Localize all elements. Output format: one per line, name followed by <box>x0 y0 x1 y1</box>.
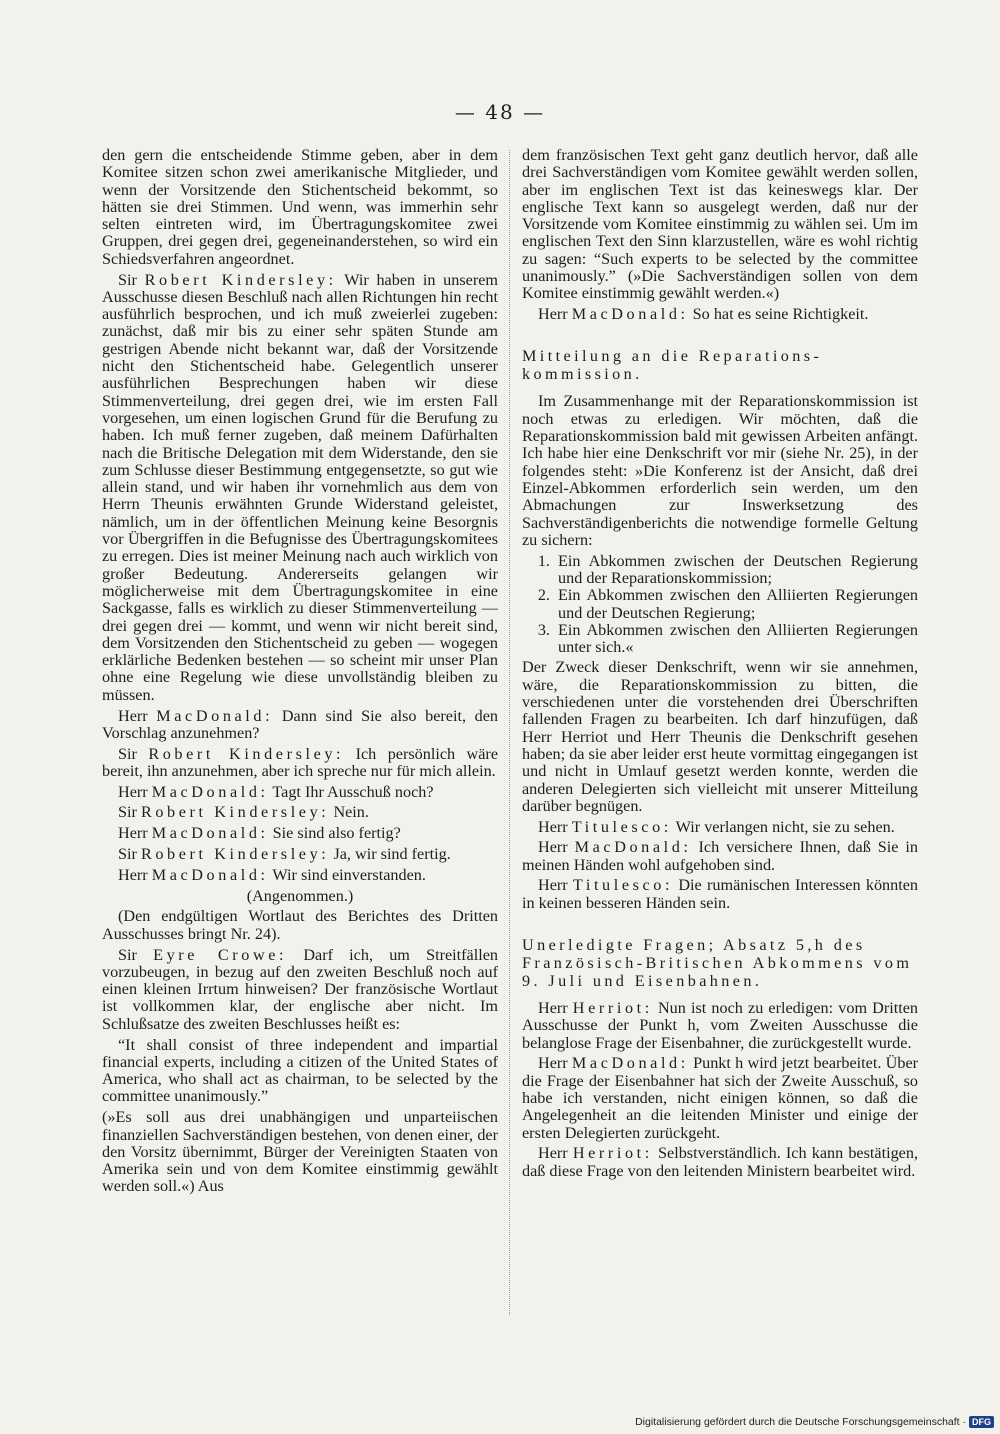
paragraph: den gern die entscheidende Stimme geben, aber in dem Komitee sitzen schon zwei amerikanische Mitglieder, und wenn der Vorsitzende den Stichentscheid bekommt, so hätten sie drei Stimmen. Und wenn, was immerhin sehr selten eintreten wird, im Übertragungskomitee zwei Gruppen, drei gegen drei, gegeneinanderstehen, so wird ein Schiedsverfahren angeordnet. <box>102 146 498 268</box>
speech-paragraph <box>102 708 498 743</box>
speech-paragraph <box>102 947 498 1033</box>
honorific: Herr <box>538 838 568 857</box>
paragraph: Im Zusammenhange mit der Reparationskommission ist noch etwas zu erledigen. Wir möchten, daß die Reparationskommission bald mit gewissen Arbeiten anfängt. Ich habe hier eine Denkschrift vor mir (siehe Nr. 25), in der folgendes steht: »Die Konferenz ist der Ansicht, daß drei Einzel-Abkommen erforderlich sein werden, um den Abmachungen zur Inswerksetzung des Sachverständigenberichts die notwendige formelle Geltung zu sichern: <box>522 392 918 549</box>
honorific: Herr <box>538 1144 568 1163</box>
editorial-note: (Den endgültigen Wortlaut des Berichtes des Dritten Ausschusses bringt Nr. 24). <box>102 907 498 943</box>
quote-english: “It shall consist of three independent and impartial financial experts, including a citizen of the United States of America, who shall act as chairman, to be selected by the committee unanimously.” <box>102 1035 498 1106</box>
speech-paragraph <box>102 784 498 801</box>
speech-paragraph <box>522 306 918 323</box>
paragraph: dem französischen Text geht ganz deutlich hervor, daß alle drei Sachverständigen vom Komitee gewählt werden sollen, aber im englischen Text ist das keineswegs klar. Der englische Text kann so ausgelegt werden, daß nur der Vorsitzende vom Komitee einstimmig zu wählen sei. Um im englischen Text den Sinn klarzustellen, wäre es wohl richtig zu sagen: “Such experts to be selected by the committee unanimously.” (»Die Sachverständigen sollen von dem Komitee einstimmig gewählt werden.«) <box>522 146 918 303</box>
paragraph: Der Zweck dieser Denkschrift, wenn wir sie annehmen, wäre, die Reparationskommission zu bitten, die verschiedenen unter die vorstehenden drei Überschriften fallenden Fragen zu bearbeiten. Ich darf hinzufügen, daß Herr Herriot und Herr Theunis die Denkschrift gesehen haben; da sie aber leider erst heute vormittag eingegangen ist und nicht in Umlauf gesetzt werden konnte, werden die anderen Delegierten sich vielleicht mit unserer Mitteilung darüber begnügen. <box>522 658 918 815</box>
page-number: — 48 — <box>454 100 546 124</box>
speech-text: Ja, wir sind fertig. <box>333 845 451 864</box>
honorific: Herr <box>538 999 568 1018</box>
speech-text: Tagt Ihr Ausschuß noch? <box>272 782 434 801</box>
speech-text: Darf ich, um Streitfällen vorzubeugen, in bezug auf den zweiten Beschluß noch auf einen kleinen Irrtum hinweisen? Der französische Wortlaut ist vollkommen klar, der englische aber nicht. Im Schlußsatze des zweiten Beschlusses heißt es: <box>102 945 499 1033</box>
list-item: 3. Ein Abkommen zwischen den Alliierten Regierungen unter sich.« <box>554 622 918 657</box>
speech-text: Wir verlangen nicht, sie zu sehen. <box>675 817 895 836</box>
speaker-name: Titulesco: <box>572 876 674 895</box>
speaker-name: MacDonald: <box>151 782 269 801</box>
honorific: Sir <box>118 845 137 864</box>
speech-text: Nein. <box>333 803 369 822</box>
quote-german: (»Es soll aus drei unabhängigen und unparteiischen finanziellen Sachverständigen bestehen, von denen einer, der den Vorsitz übernimmt, Bürger der Vereinigten Staaten von Amerika sein und von dem Komitee einstimmig gewählt werden soll.«) Aus <box>102 1108 498 1196</box>
speaker-name: Herriot: <box>572 1144 653 1163</box>
speech-text: So hat es seine Richtigkeit. <box>692 305 869 324</box>
dfg-logo: DFG <box>969 1416 994 1428</box>
honorific: Herr <box>118 824 148 843</box>
speech-text: Wir haben in unserem Ausschusse diesen Beschluß nach allen Richtungen hin recht ausführlich besprochen, und ich muß zweierlei zugeben: zunächst, daß mir bis zu einer sehr späten Stunde am gestrigen Abende nicht bekannt war, daß der Vorsitzende nicht den Stichentscheid habe. Gelegentlich unserer ausführlichen Besprechungen haben wir diese Stimmenverteilung, drei gegen drei, wie im ersten Fall vorgesehen, um einen logischen Grund für die Berufung zu haben. Ich muß ferner zugeben, daß meinem Dafürhalten nach die Britische Delegation mit dem Widerstande, den sie zum Schlusse dieser Bestimmung entgegensetzte, so gut wie allein stand, und wir haben ihr vornehmlich aus dem von Herrn Theunis erwähnten Grunde Widerstand geleistet, nämlich, um in der öffentlichen Meinung keine Besorgnis vor Übergriffen in die Befugnisse des Übertragungskomitees zu erregen. Dies ist meiner Meinung nach auch wirklich von großer Bedeutung. Andererseits gelangen wir möglicherweise mit dem Übertragungskomitee in eine Sackgasse, falls es wirklich zu dieser Stimmenverteilung — drei gegen drei — kommt, und wenn wir nicht bereit sind, dem Vorsitzenden den Stichentscheid zu geben — wogegen erklärliche Bedenken bestehen — so scheint mir unser Plan ohne eine Regelung wie diese unvollständig bleiben zu müssen. <box>102 270 498 704</box>
speech-paragraph <box>522 839 918 874</box>
speaker-name: Robert Kindersley: <box>148 744 345 763</box>
speech-text: Punkt h wird jetzt bearbeitet. Über die Frage der Eisenbahner hat sich der Zweite Ausschuß, so habe ich verstanden, nicht einigen können, so daß die Angelegenheit an die leitenden Minister und einige der ersten Delegierten zurückgeht. <box>522 1054 919 1142</box>
speaker-name: Titulesco: <box>571 817 672 836</box>
speaker-name: MacDonald: <box>571 1054 689 1073</box>
speaker-name: Robert Kindersley: <box>140 845 330 864</box>
speech-text: Dann sind Sie also bereit, den Vorschlag anzunehmen? <box>102 706 499 742</box>
section-heading: Unerledigte Fragen; Absatz 5,h des Französisch-Britischen Abkommens vom 9. Juli und Eisenbahnen. <box>522 936 913 991</box>
speech-paragraph <box>102 272 498 704</box>
honorific: Sir <box>118 744 137 763</box>
speech-paragraph <box>522 1145 918 1180</box>
honorific: Sir <box>118 803 137 822</box>
honorific: Herr <box>538 817 568 836</box>
speech-text: Wir sind einverstanden. <box>272 865 426 884</box>
funding-credit <box>635 1416 994 1428</box>
speech-paragraph <box>102 846 498 863</box>
speech-paragraph <box>102 867 498 884</box>
speech-text: Ich versichere Ihnen, daß Sie in meinen Händen wohl aufgehoben sind. <box>522 838 919 874</box>
speech-paragraph <box>102 804 498 821</box>
right-column <box>522 147 918 1184</box>
left-column <box>102 147 498 1199</box>
agreements-list <box>522 553 918 657</box>
speaker-name: Eyre Crowe: <box>153 945 288 964</box>
speech-paragraph <box>102 825 498 842</box>
honorific: Herr <box>118 865 148 884</box>
speech-paragraph <box>522 819 918 836</box>
speech-paragraph <box>102 746 498 781</box>
speech-text: Sie sind also fertig? <box>272 824 401 843</box>
speaker-name: Robert Kindersley: <box>140 803 330 822</box>
honorific: Sir <box>118 945 137 964</box>
column-divider <box>509 150 510 1315</box>
list-item: 1. Ein Abkommen zwischen der Deutschen Regierung und der Reparationskommission; <box>554 553 918 588</box>
list-item: 2. Ein Abkommen zwischen den Alliierten Regierungen und der Deutschen Regierung; <box>554 587 918 622</box>
speech-paragraph <box>522 1000 918 1052</box>
honorific: Herr <box>538 876 568 895</box>
speaker-name: Herriot: <box>572 999 653 1018</box>
honorific: Herr <box>538 1054 568 1073</box>
speaker-name: Robert Kindersley: <box>144 270 337 289</box>
honorific: Herr <box>118 706 148 725</box>
accepted-note: (Angenommen.) <box>246 886 354 905</box>
speaker-name: MacDonald: <box>574 838 692 857</box>
speaker-name: MacDonald: <box>156 706 274 725</box>
speaker-name: MacDonald: <box>151 865 269 884</box>
section-heading: Mitteilung an die Reparations-kommission. <box>522 347 823 384</box>
speaker-name: MacDonald: <box>571 305 689 324</box>
speech-text: Selbstverständlich. Ich kann bestätigen, daß diese Frage von den leitenden Ministern bearbeitet wird. <box>522 1144 919 1180</box>
speaker-name: MacDonald: <box>151 824 269 843</box>
speech-paragraph <box>522 877 918 912</box>
speech-text: Nun ist noch zu erledigen: vom Dritten Ausschusse der Punkt h, vom Zweiten Ausschusse die belanglose Frage der Eisenbahner, die zurückgestellt wurde. <box>522 999 919 1052</box>
credit-text: Digitalisierung gefördert durch die Deutsche Forschungsgemeinschaft · <box>635 1416 966 1428</box>
speech-paragraph <box>522 1055 918 1141</box>
speech-text: Die rumänischen Interessen könnten in keinen besseren Händen sein. <box>522 876 918 912</box>
honorific: Herr <box>118 782 148 801</box>
honorific: Sir <box>118 270 137 289</box>
speech-text: Ich persönlich wäre bereit, ihn anzunehmen, aber ich spreche nur für mich allein. <box>102 744 498 780</box>
honorific: Herr <box>538 305 568 324</box>
